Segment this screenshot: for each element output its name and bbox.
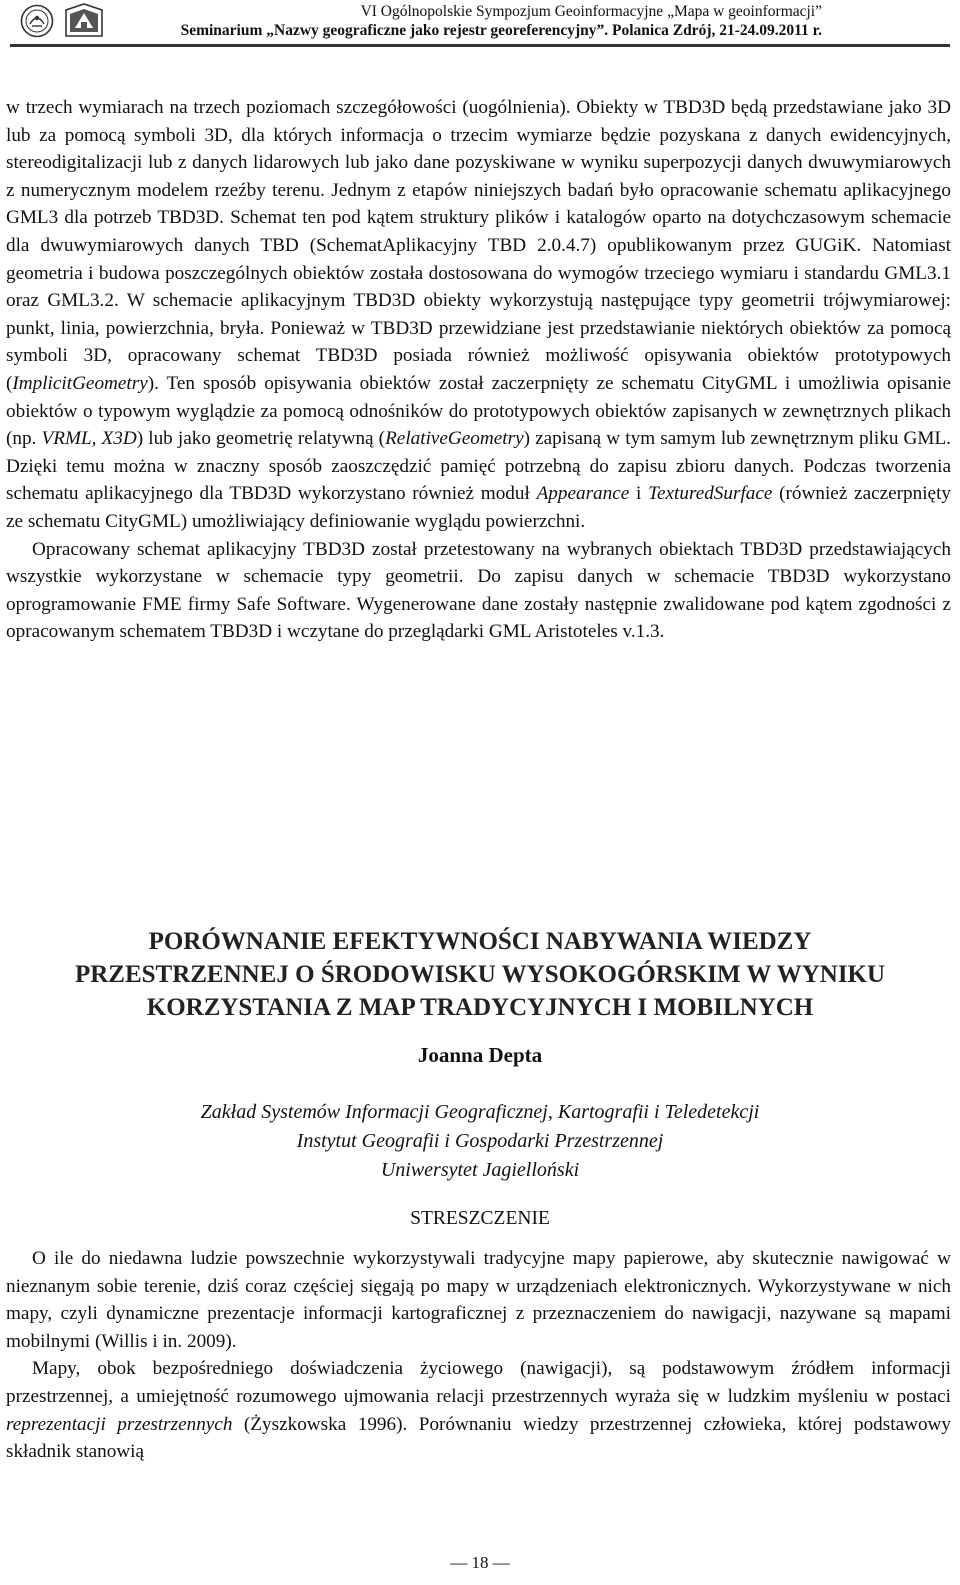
abstract-paragraph-1: O ile do niedawna ludzie powszechnie wykorzystywali tradycyjne mapy papierowe, aby skutecznie nawigować w nieznanym sobie terenie, dziś coraz częściej sięgają po mapy w urządzeniach elektronicznych. Wykorzystywane w nich mapy, czyli dynamiczne prezentacje informacji kartograficznej z przeznaczeniem do nawigacji, nazywane są mapami mobilnymi (Willis i in. 2009).: [6, 1248, 951, 1352]
author-affiliation: Zakład Systemów Informacji Geograficznej, Kartografii i Teledetekcji Instytut Geografii i Gospodarki Przestrzennej Uniwersytet Jagielloński: [200, 1101, 760, 1181]
seminar-title: Seminarium „Nazwy geograficzne jako rejestr georeferencyjny”. Polanica Zdrój, 21-24.09.2011 r.: [180, 22, 822, 39]
abstract-heading: STRESZCZENIE: [410, 1208, 550, 1229]
abstract-body: [6, 1245, 951, 1466]
body-paragraph-1: w trzech wymiarach na trzech poziomach szczegółowości (uogólnienia). Obiekty w TBD3D będą przedstawiane jako 3D lub za pomocą symboli 3D, dla których informacja o trzecim wymiarze będzie pozyskana z danych ewidencyjnych, stereodigitalizacji lub z danych lidarowych lub jako dane pozyskiwane w wyniku superpozycji danych dwuwymiarowych z numerycznym modelem rzeźby terenu. Jednym z etapów niniejszych badań było opracowanie schematu aplikacyjnego GML3 dla potrzeb TBD3D. Schemat ten pod kątem struktury plików i katalogów oparto na dotychczasowym schemacie dla dwuwymiarowych danych TBD (SchematAplikacyjny TBD 2.0.4.7) opublikowanym przez GUGiK. Natomiast geometria i budowa poszczególnych obiektów została dostosowana do wymogów trzeciego wymiaru i standardu GML3.1 oraz GML3.2. W schemacie aplikacyjnym TBD3D obiekty wykorzystują następujące typy geometrii trójwymiarowej: punkt, linia, powierzchnia, bryła. Ponieważ w TBD3D przewidziane jest przedstawianie niektórych obiektów za pomocą symboli 3D, opracowany schemat TBD3D posiada również możliwość opisywania obiektów prototypowych (ImplicitGeometry). Ten sposób opisywania obiektów został zaczerpnięty ze schematu CityGML i umożliwia opisanie obiektów o typowym wyglądzie za pomocą odnośników do prototypowych obiektów zapisanych w zewnętrznych plikach (np. VRML, X3D) lub jako geometrię relatywną (RelativeGeometry) zapisaną w tym samym lub zewnętrznym pliku GML. Dzięki temu można w znaczny sposób zaoszczędzić pamięć potrzebną do zapisu zbioru danych. Podczas tworzenia schematu aplikacyjnego dla TBD3D wykorzystano również moduł Appearance i TexturedSurface (również zaczerpnięty ze schematu CityGML) umożliwiający definiowanie wyglądu powierzchni.: [6, 97, 951, 532]
main-text: [6, 94, 951, 646]
article-author: Joanna Depta: [417, 1043, 543, 1067]
conference-title: VI Ogólnopolskie Sympozjum Geoinformacyjne „Mapa w geoinformacji”: [360, 3, 822, 20]
article-title: PORÓWNANIE EFEKTYWNOŚCI NABYWANIA WIEDZY PRZESTRZENNEJ O ŚRODOWISKU WYSOKOGÓRSKIM W WYNIKU KORZYSTANIA Z MAP TRADYCYJNYCH I MOBILNYCH: [74, 928, 886, 1021]
page-header: [0, 0, 960, 56]
society-logo-icon: [20, 4, 54, 38]
university-logo-icon: [62, 2, 106, 40]
header-divider: [10, 44, 950, 47]
conference-header: [181, 2, 822, 40]
body-paragraph-2: Opracowany schemat aplikacyjny TBD3D został przetestowany na wybranych obiektach TBD3D przedstawiających wszystkie wykorzystane w schemacie typy geometrii. Do zapisu danych w schemacie TBD3D wykorzystano oprogramowanie FME firmy Safe Software. Wygenerowane dane zostały następnie zwalidowane pod kątem zgodności z opracowanym schematem TBD3D i wczytane do przeglądarki GML Aristoteles v.1.3.: [6, 538, 951, 643]
page-number: — 18 —: [450, 1553, 510, 1572]
abstract-paragraph-2: Mapy, obok bezpośredniego doświadczenia życiowego (nawigacji), są podstawowym źródłem informacji przestrzennej, a umiejętność rozumowego ujmowania relacji przestrzennych wyraża się w ludzkim myśleniu w postaci reprezentacji przestrzennych (Żyszkowska 1996). Porównaniu wiedzy przestrzennej człowieka, której podstawowy składnik stanowią: [6, 1358, 951, 1463]
